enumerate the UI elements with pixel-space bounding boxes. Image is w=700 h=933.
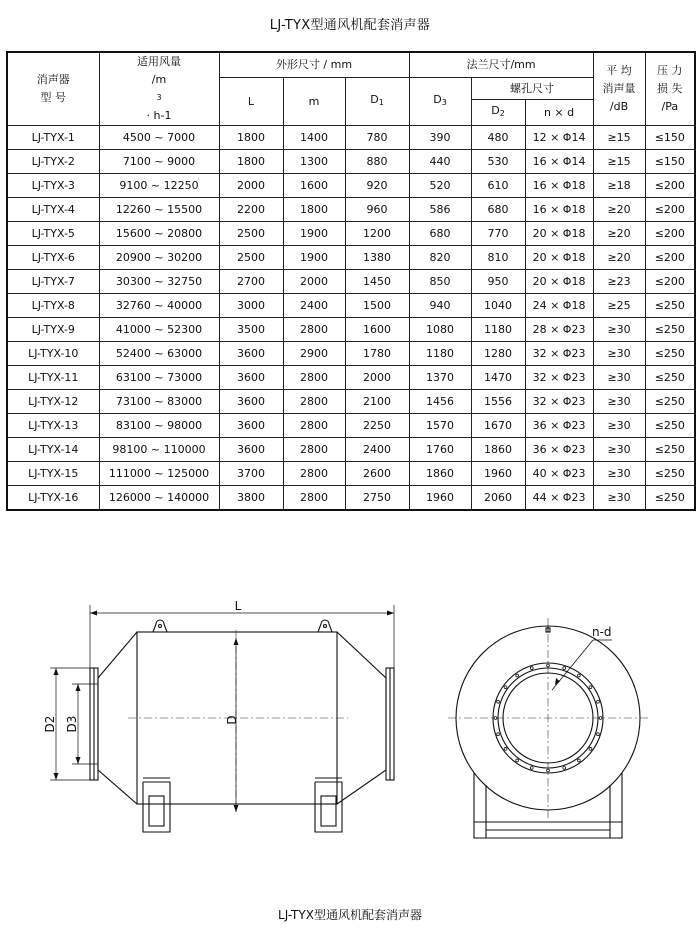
cell-L: 1800 bbox=[219, 126, 283, 150]
table-row bbox=[7, 486, 695, 511]
cell-flow: 7100 ~ 9000 bbox=[99, 150, 219, 174]
cell-loss: ≤250 bbox=[645, 486, 695, 511]
table-row bbox=[7, 318, 695, 342]
header-nd: n × d bbox=[525, 100, 593, 126]
cell-model: LJ-TYX-3 bbox=[7, 174, 99, 198]
cell-noise: ≥30 bbox=[593, 318, 645, 342]
cell-D2: 1860 bbox=[471, 438, 525, 462]
header-model: 消声器 型 号 bbox=[7, 52, 99, 126]
cell-flow: 32760 ~ 40000 bbox=[99, 294, 219, 318]
cell-m: 2800 bbox=[283, 414, 345, 438]
bolt-hole bbox=[589, 747, 592, 750]
cell-D2: 480 bbox=[471, 126, 525, 150]
cell-flow: 4500 ~ 7000 bbox=[99, 126, 219, 150]
cell-noise: ≥30 bbox=[593, 414, 645, 438]
cell-D1: 1600 bbox=[345, 318, 409, 342]
document-title: LJ-TYX型通风机配套消声器 bbox=[269, 18, 431, 33]
cell-L: 3800 bbox=[219, 486, 283, 511]
bolt-hole bbox=[597, 700, 600, 703]
header-flange: 法兰尺寸/mm bbox=[409, 52, 593, 78]
cell-D3: 1960 bbox=[409, 486, 471, 511]
cell-model: LJ-TYX-4 bbox=[7, 198, 99, 222]
cell-model: LJ-TYX-15 bbox=[7, 462, 99, 486]
cell-nd: 32 × Φ23 bbox=[525, 342, 593, 366]
cell-model: LJ-TYX-2 bbox=[7, 150, 99, 174]
cell-nd: 36 × Φ23 bbox=[525, 438, 593, 462]
bolt-hole bbox=[504, 747, 507, 750]
cell-flow: 83100 ~ 98000 bbox=[99, 414, 219, 438]
cell-D3: 390 bbox=[409, 126, 471, 150]
cell-loss: ≤200 bbox=[645, 246, 695, 270]
cell-D2: 680 bbox=[471, 198, 525, 222]
cell-D3: 520 bbox=[409, 174, 471, 198]
label-D3: D3 bbox=[65, 715, 79, 733]
cell-D2: 770 bbox=[471, 222, 525, 246]
label-D: D bbox=[225, 715, 239, 725]
cell-D2: 2060 bbox=[471, 486, 525, 511]
cell-m: 2900 bbox=[283, 342, 345, 366]
cell-m: 1900 bbox=[283, 222, 345, 246]
cell-noise: ≥23 bbox=[593, 270, 645, 294]
bolt-hole bbox=[597, 733, 600, 736]
bolt-hole bbox=[577, 759, 580, 762]
cell-model: LJ-TYX-13 bbox=[7, 414, 99, 438]
table-row bbox=[7, 270, 695, 294]
header-m: m bbox=[283, 78, 345, 126]
bolt-hole bbox=[516, 759, 519, 762]
cell-nd: 20 × Φ18 bbox=[525, 222, 593, 246]
cell-loss: ≤200 bbox=[645, 198, 695, 222]
cell-noise: ≥18 bbox=[593, 174, 645, 198]
bolt-hole bbox=[577, 674, 580, 677]
cell-m: 2800 bbox=[283, 462, 345, 486]
cell-D3: 1080 bbox=[409, 318, 471, 342]
cell-flow: 12260 ~ 15500 bbox=[99, 198, 219, 222]
header-D3: $D_3$ bbox=[409, 78, 471, 126]
header-outer-dim: 外形尺寸 / mm bbox=[219, 52, 409, 78]
cell-flow: 98100 ~ 110000 bbox=[99, 438, 219, 462]
table-row bbox=[7, 294, 695, 318]
cell-m: 1900 bbox=[283, 246, 345, 270]
end-leg-left bbox=[474, 773, 486, 838]
cell-noise: ≥30 bbox=[593, 366, 645, 390]
bolt-hole bbox=[516, 674, 519, 677]
cell-D3: 1860 bbox=[409, 462, 471, 486]
cell-D2: 950 bbox=[471, 270, 525, 294]
silencer-drawing bbox=[0, 595, 700, 885]
cell-D3: 940 bbox=[409, 294, 471, 318]
cell-D3: 680 bbox=[409, 222, 471, 246]
cell-D1: 1380 bbox=[345, 246, 409, 270]
cell-L: 3600 bbox=[219, 414, 283, 438]
cell-model: LJ-TYX-16 bbox=[7, 486, 99, 511]
cell-D1: 780 bbox=[345, 126, 409, 150]
label-L: L bbox=[234, 599, 242, 613]
cell-D3: 1570 bbox=[409, 414, 471, 438]
cell-L: 1800 bbox=[219, 150, 283, 174]
silencer-spec-table bbox=[6, 51, 696, 511]
cell-D2: 1180 bbox=[471, 318, 525, 342]
cell-nd: 44 × Φ23 bbox=[525, 486, 593, 511]
cell-loss: ≤200 bbox=[645, 222, 695, 246]
cell-flow: 73100 ~ 83000 bbox=[99, 390, 219, 414]
table-row bbox=[7, 174, 695, 198]
cell-D1: 920 bbox=[345, 174, 409, 198]
cell-loss: ≤250 bbox=[645, 294, 695, 318]
cell-noise: ≥20 bbox=[593, 198, 645, 222]
cell-m: 2800 bbox=[283, 438, 345, 462]
cell-D2: 810 bbox=[471, 246, 525, 270]
cell-m: 1400 bbox=[283, 126, 345, 150]
lifting-lug-left bbox=[153, 620, 167, 632]
cell-L: 3600 bbox=[219, 342, 283, 366]
cell-D1: 2000 bbox=[345, 366, 409, 390]
cell-model: LJ-TYX-12 bbox=[7, 390, 99, 414]
cell-flow: 9100 ~ 12250 bbox=[99, 174, 219, 198]
cell-noise: ≥15 bbox=[593, 150, 645, 174]
cell-noise: ≥20 bbox=[593, 222, 645, 246]
table-row bbox=[7, 198, 695, 222]
cell-nd: 16 × Φ14 bbox=[525, 150, 593, 174]
label-nd: n-d bbox=[592, 625, 612, 639]
table-row bbox=[7, 414, 695, 438]
table-row bbox=[7, 150, 695, 174]
cell-noise: ≥20 bbox=[593, 246, 645, 270]
table-row bbox=[7, 246, 695, 270]
bolt-hole bbox=[530, 767, 533, 770]
cell-D2: 1280 bbox=[471, 342, 525, 366]
cell-D3: 1456 bbox=[409, 390, 471, 414]
cell-D3: 1370 bbox=[409, 366, 471, 390]
cell-L: 3500 bbox=[219, 318, 283, 342]
cell-noise: ≥25 bbox=[593, 294, 645, 318]
table-row bbox=[7, 390, 695, 414]
cell-model: LJ-TYX-11 bbox=[7, 366, 99, 390]
cell-D1: 2100 bbox=[345, 390, 409, 414]
cell-loss: ≤200 bbox=[645, 270, 695, 294]
end-leg-right bbox=[610, 773, 622, 838]
cell-L: 2500 bbox=[219, 246, 283, 270]
cell-model: LJ-TYX-6 bbox=[7, 246, 99, 270]
cell-noise: ≥30 bbox=[593, 462, 645, 486]
cell-nd: 32 × Φ23 bbox=[525, 390, 593, 414]
cell-D2: 1556 bbox=[471, 390, 525, 414]
cell-D1: 1500 bbox=[345, 294, 409, 318]
table-row bbox=[7, 462, 695, 486]
cell-L: 3000 bbox=[219, 294, 283, 318]
cell-D3: 1180 bbox=[409, 342, 471, 366]
cell-flow: 52400 ~ 63000 bbox=[99, 342, 219, 366]
cell-loss: ≤200 bbox=[645, 174, 695, 198]
cell-noise: ≥30 bbox=[593, 342, 645, 366]
cell-nd: 20 × Φ18 bbox=[525, 246, 593, 270]
cell-flow: 20900 ~ 30200 bbox=[99, 246, 219, 270]
cell-nd: 16 × Φ18 bbox=[525, 174, 593, 198]
cell-model: LJ-TYX-10 bbox=[7, 342, 99, 366]
cell-D3: 586 bbox=[409, 198, 471, 222]
cell-model: LJ-TYX-8 bbox=[7, 294, 99, 318]
cell-nd: 20 × Φ18 bbox=[525, 270, 593, 294]
bolt-hole bbox=[504, 686, 507, 689]
cell-D2: 1470 bbox=[471, 366, 525, 390]
cell-D2: 1670 bbox=[471, 414, 525, 438]
cell-nd: 40 × Φ23 bbox=[525, 462, 593, 486]
bolt-hole bbox=[497, 733, 500, 736]
cell-m: 2800 bbox=[283, 390, 345, 414]
cell-flow: 63100 ~ 73000 bbox=[99, 366, 219, 390]
cell-model: LJ-TYX-9 bbox=[7, 318, 99, 342]
cell-m: 2800 bbox=[283, 366, 345, 390]
cell-m: 1300 bbox=[283, 150, 345, 174]
header-D2: $D_2$ bbox=[471, 100, 525, 126]
cell-flow: 41000 ~ 52300 bbox=[99, 318, 219, 342]
cell-flow: 126000 ~ 140000 bbox=[99, 486, 219, 511]
cell-flow: 15600 ~ 20800 bbox=[99, 222, 219, 246]
header-loss: 压 力 损 失 /Pa bbox=[645, 52, 695, 126]
cell-m: 1800 bbox=[283, 198, 345, 222]
drawing-caption: LJ-TYX型通风机配套消声器 bbox=[278, 908, 422, 922]
support-leg-left bbox=[143, 782, 170, 832]
cell-L: 3600 bbox=[219, 366, 283, 390]
cell-D2: 530 bbox=[471, 150, 525, 174]
bolt-hole bbox=[563, 767, 566, 770]
cell-flow: 111000 ~ 125000 bbox=[99, 462, 219, 486]
support-leg-right bbox=[315, 782, 342, 832]
cell-model: LJ-TYX-5 bbox=[7, 222, 99, 246]
cell-nd: 28 × Φ23 bbox=[525, 318, 593, 342]
table-row bbox=[7, 342, 695, 366]
cell-D1: 880 bbox=[345, 150, 409, 174]
bolt-hole bbox=[497, 700, 500, 703]
cell-noise: ≥30 bbox=[593, 486, 645, 511]
cell-loss: ≤250 bbox=[645, 342, 695, 366]
cell-model: LJ-TYX-1 bbox=[7, 126, 99, 150]
cell-L: 2200 bbox=[219, 198, 283, 222]
label-D2: D2 bbox=[43, 715, 57, 733]
cell-loss: ≤150 bbox=[645, 126, 695, 150]
cell-flow: 30300 ~ 32750 bbox=[99, 270, 219, 294]
cell-loss: ≤150 bbox=[645, 150, 695, 174]
cell-nd: 36 × Φ23 bbox=[525, 414, 593, 438]
table-row bbox=[7, 438, 695, 462]
header-flow: 适用风量 /m 3 · h-1 bbox=[99, 52, 219, 126]
cell-nd: 32 × Φ23 bbox=[525, 366, 593, 390]
cell-L: 2500 bbox=[219, 222, 283, 246]
cell-m: 2000 bbox=[283, 270, 345, 294]
cell-D1: 2400 bbox=[345, 438, 409, 462]
cell-D1: 2600 bbox=[345, 462, 409, 486]
header-noise: 平 均 消声量 /dB bbox=[593, 52, 645, 126]
cell-L: 2000 bbox=[219, 174, 283, 198]
cell-L: 3700 bbox=[219, 462, 283, 486]
cell-D1: 2250 bbox=[345, 414, 409, 438]
table-row bbox=[7, 126, 695, 150]
cell-m: 1600 bbox=[283, 174, 345, 198]
cell-model: LJ-TYX-7 bbox=[7, 270, 99, 294]
cell-loss: ≤250 bbox=[645, 462, 695, 486]
lifting-lug-right bbox=[318, 620, 332, 632]
cell-D1: 1450 bbox=[345, 270, 409, 294]
cell-nd: 16 × Φ18 bbox=[525, 198, 593, 222]
cell-D3: 850 bbox=[409, 270, 471, 294]
cell-loss: ≤250 bbox=[645, 366, 695, 390]
bolt-hole bbox=[530, 667, 533, 670]
cell-m: 2800 bbox=[283, 318, 345, 342]
cell-nd: 12 × Φ14 bbox=[525, 126, 593, 150]
right-cone bbox=[337, 632, 386, 804]
cell-noise: ≥30 bbox=[593, 438, 645, 462]
cell-D2: 1040 bbox=[471, 294, 525, 318]
cell-loss: ≤250 bbox=[645, 438, 695, 462]
cell-D3: 820 bbox=[409, 246, 471, 270]
cell-noise: ≥30 bbox=[593, 390, 645, 414]
cell-D1: 1200 bbox=[345, 222, 409, 246]
cell-D1: 960 bbox=[345, 198, 409, 222]
cell-loss: ≤250 bbox=[645, 390, 695, 414]
cell-loss: ≤250 bbox=[645, 318, 695, 342]
cell-m: 2400 bbox=[283, 294, 345, 318]
cell-noise: ≥15 bbox=[593, 126, 645, 150]
bolt-hole bbox=[563, 667, 566, 670]
cell-D3: 1760 bbox=[409, 438, 471, 462]
cell-D2: 610 bbox=[471, 174, 525, 198]
cell-nd: 24 × Φ18 bbox=[525, 294, 593, 318]
bolt-hole bbox=[589, 686, 592, 689]
cell-L: 3600 bbox=[219, 438, 283, 462]
header-L: L bbox=[219, 78, 283, 126]
cell-D2: 1960 bbox=[471, 462, 525, 486]
header-bolt: 螺孔尺寸 bbox=[471, 78, 593, 100]
cell-D1: 2750 bbox=[345, 486, 409, 511]
cell-m: 2800 bbox=[283, 486, 345, 511]
cell-L: 3600 bbox=[219, 390, 283, 414]
table-row bbox=[7, 366, 695, 390]
cell-model: LJ-TYX-14 bbox=[7, 438, 99, 462]
cell-L: 2700 bbox=[219, 270, 283, 294]
header-D1: $D_1$ bbox=[345, 78, 409, 126]
cell-D3: 440 bbox=[409, 150, 471, 174]
table-row bbox=[7, 222, 695, 246]
cell-loss: ≤250 bbox=[645, 414, 695, 438]
cell-D1: 1780 bbox=[345, 342, 409, 366]
